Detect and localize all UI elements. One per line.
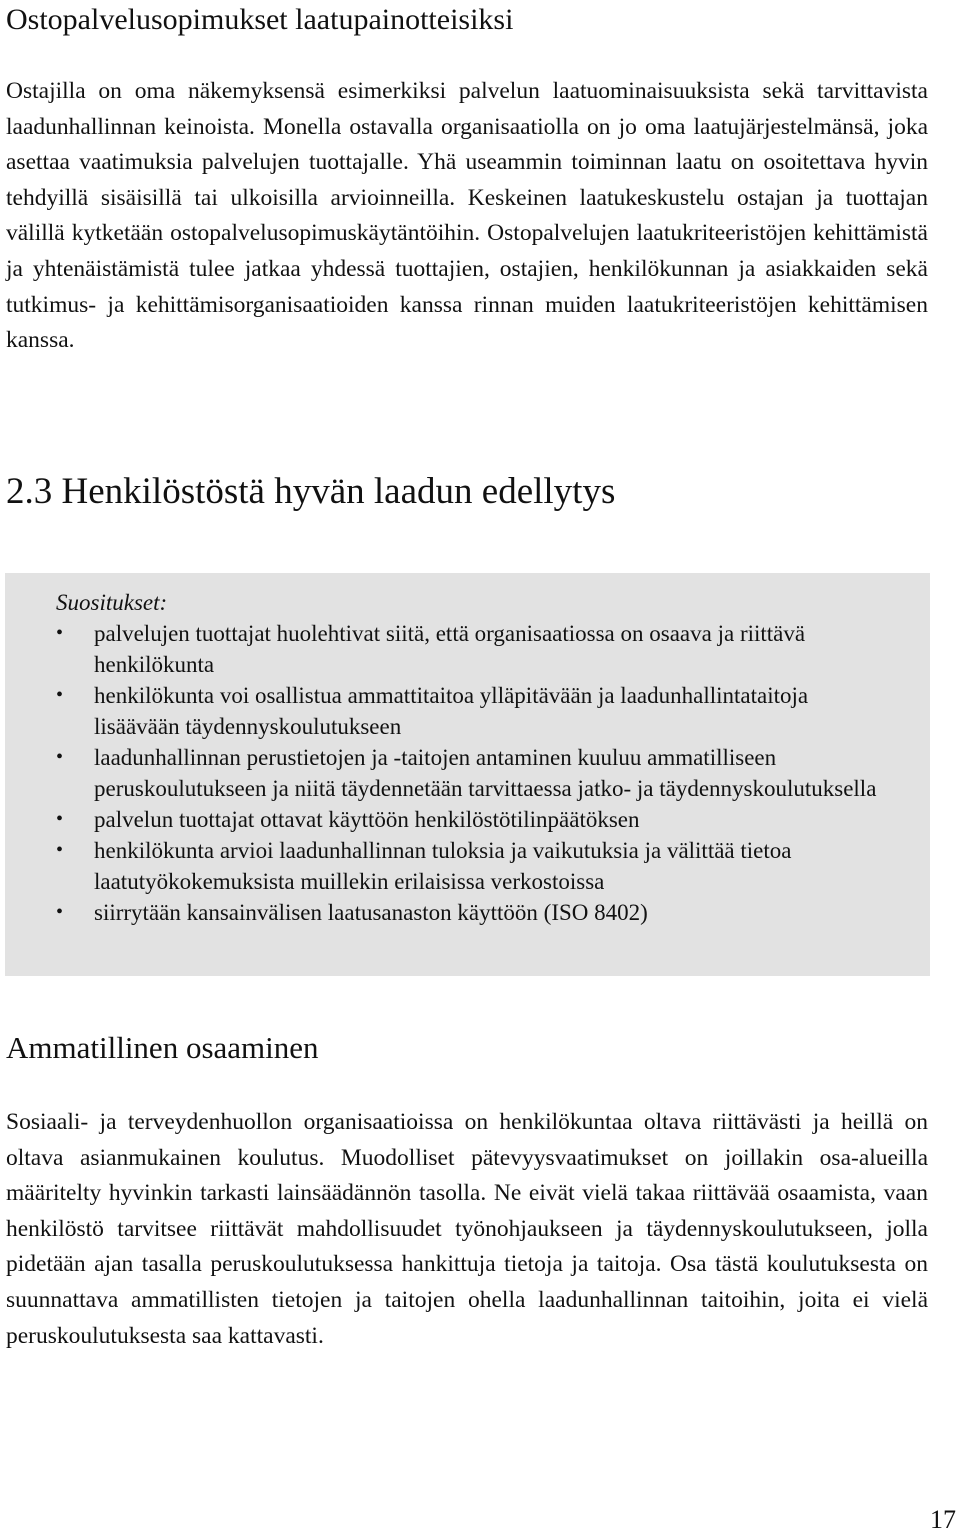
section-heading-purchase-agreements: Ostopalvelusopimukset laatupainotteisiksi — [6, 3, 514, 36]
recommendation-text: henkilökunta arvioi laadunhallinnan tuloksia ja vaikutuksia ja välittää tietoa laatutyökokemuksista muillekin erilaisissa verkostoissa — [94, 838, 792, 894]
body-paragraph-professional-competence: Sosiaali- ja terveydenhuollon organisaatioissa on henkilökuntaa oltava riittävästi ja heillä on oltava asianmukainen koulutus. Muodolliset pätevyysvaatimukset on joillakin osa-alueilla määritelty hyvinkin tarkasti lainsäädännön tasolla. Ne eivät vielä takaa riittävää osaamista, vaan henkilöstö tarvitsee riittävät mahdollisuudet työnohjaukseen ja täydennyskoulutukseen, jolla pidetään ajan tasalla peruskoulutuksessa hankittuja tietoja ja taitoja. Osa tästä koulutuksesta on suunnattava ammatillisten tietojen ja taitojen ohella laadunhallinnan taitoihin, joita ei vielä peruskoulutuksesta saa kattavasti. — [6, 1109, 928, 1349]
chapter-heading-staff-quality: 2.3 Henkilöstöstä hyvän laadun edellytys — [6, 471, 616, 512]
bullet-icon: • — [56, 746, 64, 768]
recommendation-text: palvelujen tuottajat huolehtivat siitä, että organisaatiossa on osaava ja riittävä henkilökunta — [94, 621, 806, 677]
section-heading-professional-competence: Ammatillinen osaaminen — [6, 1030, 319, 1065]
recommendations-title: Suositukset: — [56, 590, 168, 615]
bullet-icon: • — [56, 808, 64, 830]
bullet-icon: • — [56, 901, 64, 923]
recommendation-text: siirrytään kansainvälisen laatusanaston käyttöön (ISO 8402) — [94, 900, 648, 925]
recommendation-text: laadunhallinnan perustietojen ja -taitojen antaminen kuuluu ammatilliseen peruskoulutukseen ja niitä täydennetään tarvittaessa jatko- ja täydennyskoulutuksella — [94, 745, 877, 801]
recommendation-item — [56, 742, 890, 804]
recommendation-item — [56, 680, 890, 742]
recommendation-item — [56, 618, 890, 680]
bullet-icon: • — [56, 622, 64, 644]
recommendation-item — [56, 835, 890, 897]
recommendation-text: henkilökunta voi osallistua ammattitaitoa ylläpitävään ja laadunhallintataitoja lisäävään täydennyskoulutukseen — [94, 683, 809, 739]
recommendation-text: palvelun tuottajat ottavat käyttöön henkilöstötilinpäätöksen — [94, 807, 640, 832]
recommendation-item — [56, 804, 890, 835]
recommendations-list — [56, 618, 890, 928]
recommendation-item — [56, 897, 890, 928]
body-paragraph-purchase-agreements: Ostajilla on oma näkemyksensä esimerkiksi palvelun laatuominaisuuksista sekä tarvittavista laadunhallinnan keinoista. Monella ostavalla organisaatiolla on jo oma laatujärjestelmänsä, joka asettaa vaatimuksia palvelujen tuottajalle. Yhä useammin toiminnan laatu on osoitettava hyvin tehdyillä sisäisillä tai ulkoisilla arvioinneilla. Keskeinen laatukeskustelu ostajan ja tuottajan välillä kytketään ostopalvelusopimuskäytäntöihin. Ostopalvelujen laatukriteeristöjen kehittämistä ja yhtenäistämistä tulee jatkaa yhdessä tuottajien, ostajien, henkilökunnan ja asiakkaiden sekä tutkimus- ja kehittämisorganisaatioiden kanssa rinnan muiden laatukriteeristöjen kehittämisen kanssa. — [6, 78, 928, 354]
page-number: 17 — [930, 1505, 956, 1534]
bullet-icon: • — [56, 684, 64, 706]
recommendations-box — [5, 573, 930, 976]
bullet-icon: • — [56, 839, 64, 861]
